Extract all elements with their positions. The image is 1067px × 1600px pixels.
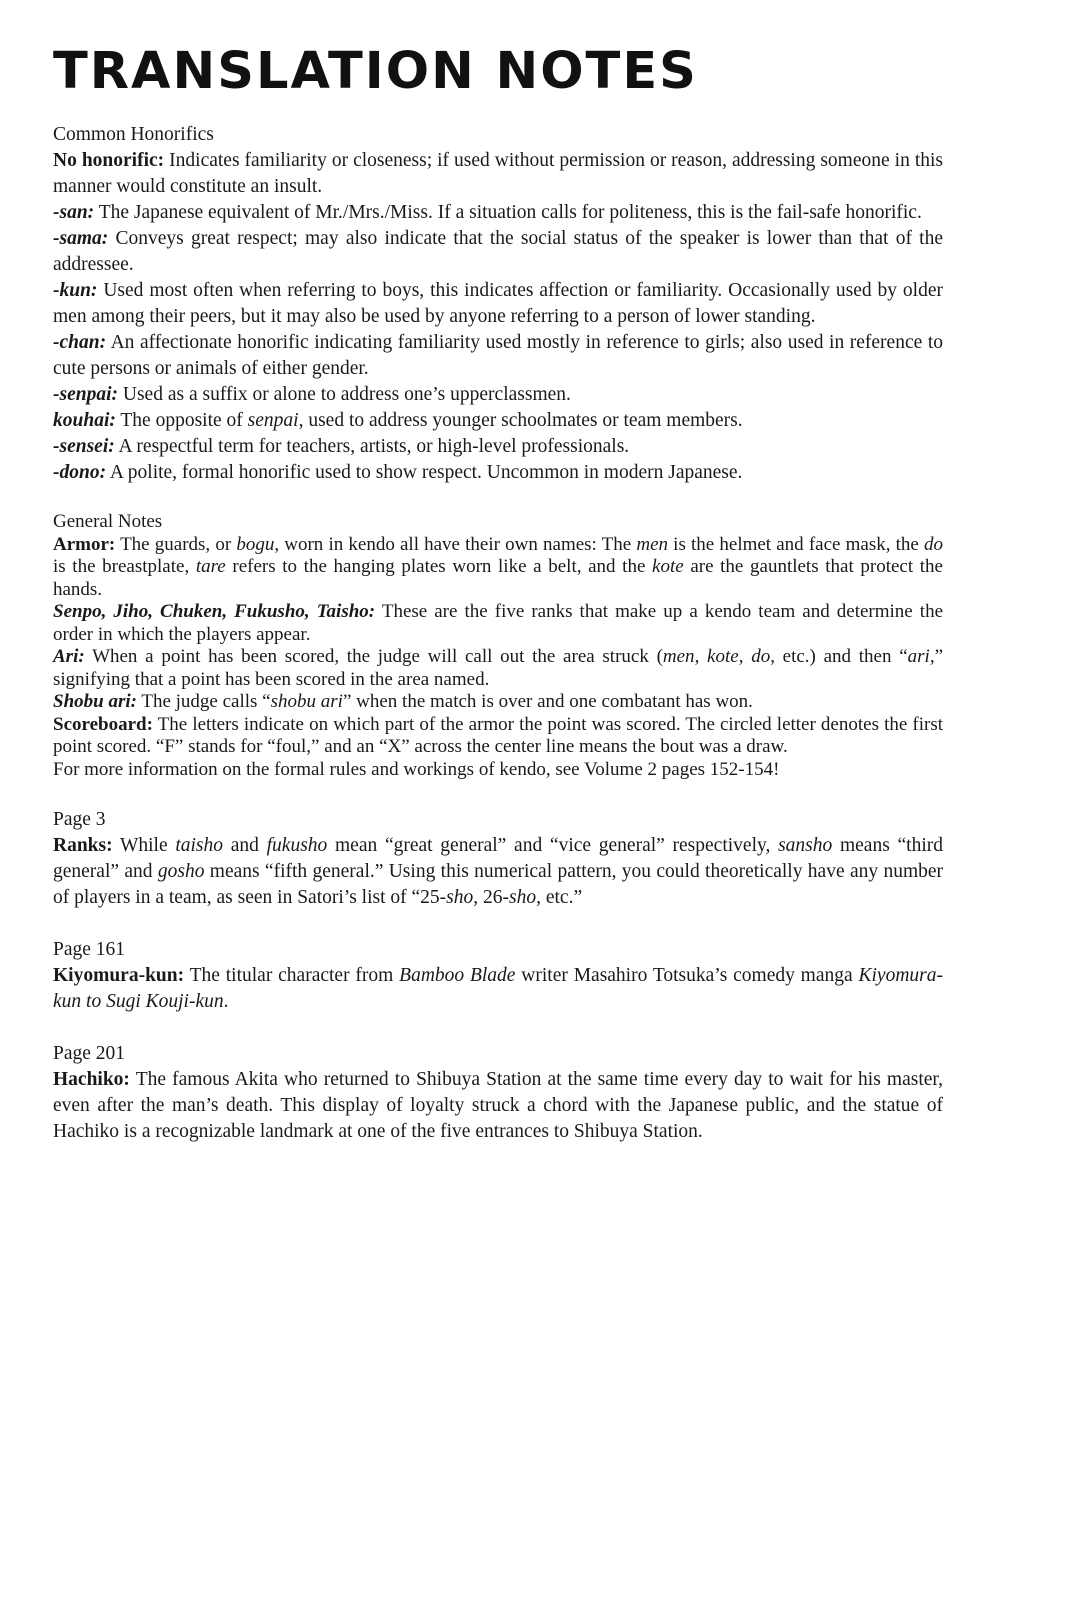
entry-hachiko xyxy=(53,1067,943,1145)
entry-armor xyxy=(53,534,943,602)
term: -kun: xyxy=(53,280,98,301)
entry-shobu-ari xyxy=(53,691,943,714)
italic-word: men xyxy=(636,533,669,555)
italic-title: Kiyomura-kun to Sugi Kouji-kun xyxy=(53,965,943,1012)
page-3-section xyxy=(53,807,943,911)
text: The famous Akita who returned to Shibuya Station at the same time every day to wait for his master, even after the man’s death. This display of loyalty struck a chord with the Japanese public, and the statue of Hachiko is a recognizable landmark at one of the five entrances to Shibuya Station. xyxy=(53,1069,943,1142)
italic-word: shobu ari xyxy=(270,691,343,712)
text: means “third general” and xyxy=(53,835,943,882)
page-title: TRANSLATION NOTES xyxy=(53,42,698,101)
text: The judge calls “ xyxy=(136,691,271,712)
term: Kiyomura-kun: xyxy=(53,965,185,986)
entry-ari xyxy=(53,646,943,691)
italic-word: kote xyxy=(707,646,739,667)
entry-kendo-ranks xyxy=(53,601,943,646)
italic-word: fukusho xyxy=(266,835,328,856)
term: Ari: xyxy=(53,646,85,667)
more-info-line: For more information on the formal rules and workings of kendo, see Volume 2 pages 152-154! xyxy=(53,758,780,780)
entry-scoreboard xyxy=(53,714,943,759)
definition: , used to address younger schoolmates or team members. xyxy=(298,410,743,431)
italic-word: sho xyxy=(446,887,474,908)
text: . xyxy=(223,991,229,1012)
definition: Used as a suffix or alone to address one’s upperclassmen. xyxy=(118,384,571,405)
text: is the breastplate, xyxy=(53,556,196,577)
italic-word: gosho xyxy=(157,861,205,882)
italic-title: Bamboo Blade xyxy=(399,965,516,986)
entry-dono xyxy=(53,460,943,486)
term: -sensei: xyxy=(53,436,115,457)
italic-word: senpai xyxy=(247,410,299,431)
italic-word: ari xyxy=(907,646,930,667)
italic-word: men xyxy=(662,646,695,667)
text: mean “great general” and “vice general” respectively, xyxy=(327,835,779,856)
text: and xyxy=(223,835,267,856)
general-notes-section xyxy=(53,511,943,781)
text: The guards, or xyxy=(115,533,237,555)
honorifics-section xyxy=(53,122,943,486)
text: , worn in kendo all have their own names: The xyxy=(274,533,637,555)
definition: An affectionate honorific indicating familiarity used mostly in reference to girls; also used in reference to cute persons or animals of either gender. xyxy=(53,332,943,379)
term: Hachiko: xyxy=(53,1069,130,1090)
entry-chan xyxy=(53,330,943,382)
text: , xyxy=(738,646,752,667)
italic-word: taisho xyxy=(175,835,224,856)
entry-san xyxy=(53,200,943,226)
definition: The Japanese equivalent of Mr./Mrs./Miss. If a situation calls for politeness, this is the fail-safe honorific. xyxy=(94,202,922,223)
entry-ranks xyxy=(53,833,943,911)
italic-word: do xyxy=(751,646,771,667)
term: Shobu ari: xyxy=(53,691,137,712)
text: refers to the hanging plates worn like a belt, and the xyxy=(225,556,653,577)
section-heading-general: General Notes xyxy=(53,511,163,532)
term: kouhai: xyxy=(53,410,116,431)
section-heading-page-161: Page 161 xyxy=(53,939,126,960)
text: writer Masahiro Totsuka’s comedy manga xyxy=(515,965,859,986)
definition: Conveys great respect; may also indicate that the social status of the speaker is lower than that of the addressee. xyxy=(53,228,943,275)
italic-word: kote xyxy=(652,556,684,577)
italic-word: tare xyxy=(195,556,226,577)
entry-kiyomura-kun xyxy=(53,963,943,1015)
italic-word: sho xyxy=(509,887,537,908)
text: ” when the match is over and one combatant has won. xyxy=(342,691,753,712)
text: , etc.” xyxy=(536,887,583,908)
definition: A respectful term for teachers, artists, or high-level professionals. xyxy=(114,436,630,457)
italic-word: sansho xyxy=(778,835,833,856)
term: -chan: xyxy=(53,332,107,353)
term: No honorific: xyxy=(53,150,165,171)
term: -dono: xyxy=(53,462,107,483)
text: When a point has been scored, the judge will call out the area struck ( xyxy=(84,646,663,667)
text: are the gauntlets that protect the hands. xyxy=(53,556,943,600)
term: Armor: xyxy=(53,533,116,555)
definition: Used most often when referring to boys, this indicates affection or familiarity. Occasionally used by older men among their peers, but it may also be used by anyone referring to a person of lower standing. xyxy=(53,280,943,327)
definition: Indicates familiarity or closeness; if used without permission or reason, addressing someone in this manner would constitute an insult. xyxy=(53,150,943,197)
entry-kun xyxy=(53,278,943,330)
text: These are the five ranks that make up a kendo team and determine the order in which the players appear. xyxy=(53,601,943,645)
page-161-section xyxy=(53,937,943,1015)
translation-notes-page xyxy=(53,42,943,1145)
definition: The opposite of xyxy=(115,410,248,431)
entry-senpai xyxy=(53,382,943,408)
definition: A polite, formal honorific used to show respect. Uncommon in modern Japanese. xyxy=(106,462,743,483)
text: While xyxy=(112,835,176,856)
term: -sama: xyxy=(53,228,109,249)
section-heading-honorifics: Common Honorifics xyxy=(53,124,214,145)
text: , xyxy=(694,646,708,667)
text: , etc.) and then “ xyxy=(770,646,908,667)
italic-word: bogu xyxy=(236,533,275,555)
page-201-section xyxy=(53,1041,943,1145)
text: , 26- xyxy=(473,887,509,908)
text: The titular character from xyxy=(184,965,400,986)
text: is the helmet and face mask, the xyxy=(668,533,925,555)
text: ,” signifying that a point has been scored in the area named. xyxy=(53,646,944,690)
entry-kouhai xyxy=(53,408,943,434)
term: -senpai: xyxy=(53,384,118,405)
entry-no-honorific xyxy=(53,148,943,200)
term: Senpo, Jiho, Chuken, Fukusho, Taisho: xyxy=(53,601,376,622)
entry-sama xyxy=(53,226,943,278)
italic-word: do xyxy=(924,533,944,555)
text: The letters indicate on which part of the armor the point was scored. The circled letter denotes the first point scored. “F” stands for “foul,” and an “X” across the center line means the bout was a draw. xyxy=(53,713,943,757)
section-heading-page-201: Page 201 xyxy=(53,1043,126,1064)
section-heading-page-3: Page 3 xyxy=(53,809,106,830)
entry-sensei xyxy=(53,434,943,460)
term: Ranks: xyxy=(53,835,113,856)
term: -san: xyxy=(53,202,95,223)
term: Scoreboard: xyxy=(53,713,153,735)
text: means “fifth general.” Using this numerical pattern, you could theoretically have any number of players in a team, as seen in Satori’s list of “25- xyxy=(53,861,944,908)
